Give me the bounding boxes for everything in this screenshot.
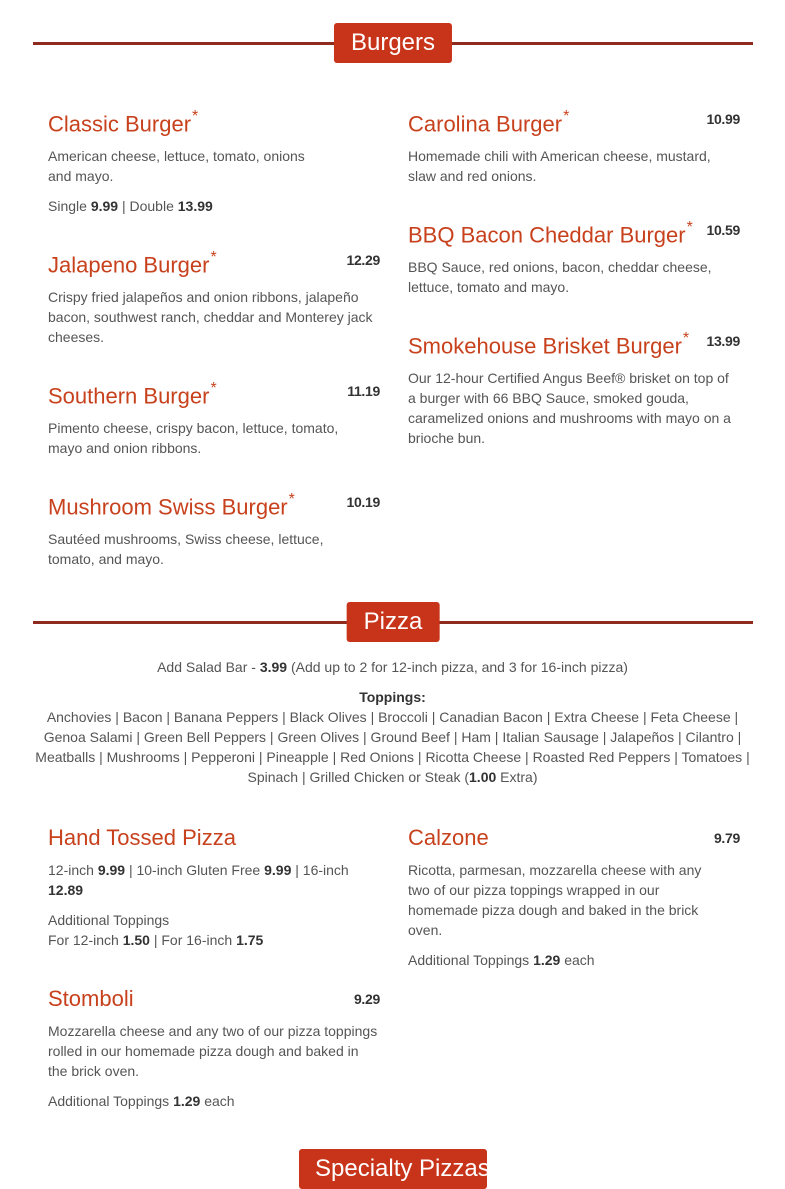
- salad-bar-note: Add Salad Bar - 3.99 (Add up to 2 for 12-inch pizza, and 3 for 16-inch pizza): [157, 659, 628, 675]
- additional-toppings: Additional Toppings 1.29 each: [48, 1093, 235, 1109]
- menu-item-hand-tossed-pizza: [48, 824, 380, 950]
- specialty-section-header: [33, 1149, 753, 1189]
- item-price: 11.19: [347, 383, 380, 399]
- item-description: Pimento cheese, crispy bacon, lettuce, tomato, mayo and onion ribbons.: [48, 420, 339, 457]
- item-price: 9.29: [353, 991, 380, 1007]
- item-name: Calzone: [408, 825, 489, 850]
- item-price: 9.79: [713, 830, 740, 846]
- item-name: Jalapeno Burger*: [48, 249, 217, 278]
- menu-item-jalapeno-burger: [48, 246, 380, 347]
- menu-item-mushroom-swiss-burger: [48, 488, 380, 569]
- item-size-prices: 12-inch 9.99 | 10-inch Gluten Free 9.99 | 16-inch 12.89: [48, 862, 349, 898]
- item-description: Mozzarella cheese and any two of our pizza toppings rolled in our homemade pizza dough and baked in the brick oven.: [48, 1023, 378, 1079]
- item-name: Hand Tossed Pizza: [48, 825, 236, 850]
- item-description: Ricotta, parmesan, mozzarella cheese with any two of our pizza toppings wrapped in our homemade pizza dough and baked in the brick oven.: [408, 862, 702, 938]
- item-price: 10.59: [706, 222, 740, 238]
- burgers-section-header: [33, 23, 753, 63]
- item-description: BBQ Sauce, red onions, bacon, cheddar cheese, lettuce, tomato and mayo.: [408, 259, 712, 296]
- menu-item-bbq-bacon-cheddar-burger: [408, 216, 740, 297]
- item-description: Sautéed mushrooms, Swiss cheese, lettuce, tomato, and mayo.: [48, 531, 324, 568]
- menu-item-stromboli: [48, 985, 380, 1111]
- menu-item-carolina-burger: [408, 105, 740, 186]
- item-name: Carolina Burger*: [408, 108, 570, 137]
- pizza-section-header: [33, 602, 753, 642]
- section-title-burgers: Burgers: [334, 23, 452, 63]
- item-price: 13.99: [706, 333, 740, 349]
- item-name: Classic Burger*: [48, 108, 199, 137]
- menu-item-classic-burger: [48, 105, 380, 216]
- toppings-list: Anchovies | Bacon | Banana Peppers | Black Olives | Broccoli | Canadian Bacon | Extra Cheese | Feta Cheese | Genoa Salami | Green Bell Peppers | Green Olives | Ground Beef | Ham | Italian Sausage | Jalapeños | Cilantro | Meatballs | Mushrooms | Pepperoni | Pineapple | Red Onions | Ricotta Cheese | Roasted Red Peppers | Tomatoes | Spinach | Grilled Chicken or Steak (1.00 Extra): [35, 709, 750, 785]
- additional-toppings-prices: For 12-inch 1.50 | For 16-inch 1.75: [48, 932, 264, 948]
- item-name: Southern Burger*: [48, 380, 217, 409]
- section-title-pizza: Pizza: [347, 602, 440, 642]
- item-description: American cheese, lettuce, tomato, onions and mayo.: [48, 148, 305, 185]
- item-price-options: Single 9.99 | Double 13.99: [48, 198, 213, 215]
- item-price: 12.29: [346, 252, 380, 268]
- additional-toppings-label: Additional Toppings: [48, 912, 170, 928]
- additional-toppings: Additional Toppings 1.29 each: [408, 952, 595, 968]
- item-price: 10.19: [346, 494, 380, 510]
- menu-item-smokehouse-brisket-burger: [408, 327, 740, 448]
- item-description: Our 12-hour Certified Angus Beef® brisket on top of a burger with 66 BBQ Sauce, smoked gouda, caramelized onions and mushrooms with mayo on a brioche bun.: [408, 370, 731, 447]
- item-name: Smokehouse Brisket Burger*: [408, 330, 690, 359]
- menu-item-southern-burger: [48, 377, 380, 458]
- menu-item-calzone: [408, 824, 740, 970]
- item-price: 10.99: [706, 111, 740, 127]
- item-name: Mushroom Swiss Burger*: [48, 491, 295, 520]
- item-description: Crispy fried jalapeños and onion ribbons, jalapeño bacon, southwest ranch, cheddar and Monterey jack cheeses.: [48, 289, 373, 346]
- item-name: Stomboli: [48, 986, 134, 1011]
- toppings-label: Toppings:: [359, 689, 426, 705]
- item-description: Homemade chili with American cheese, mustard, slaw and red onions.: [408, 148, 711, 185]
- item-name: BBQ Bacon Cheddar Burger*: [408, 219, 693, 248]
- section-title-specialty: Specialty Pizzas: [299, 1149, 487, 1189]
- toppings-block: [30, 687, 755, 787]
